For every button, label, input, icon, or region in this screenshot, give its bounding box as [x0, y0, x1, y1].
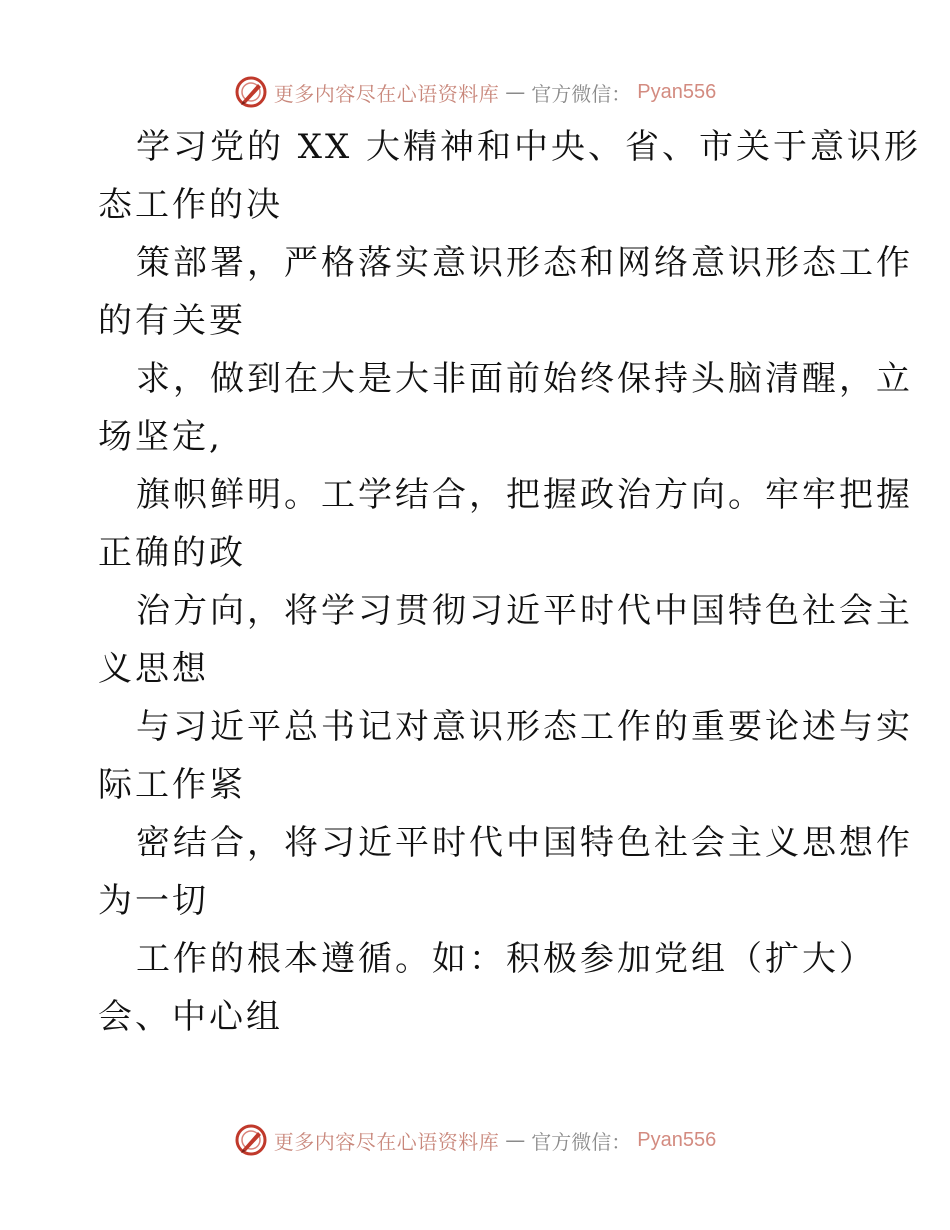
- text-line-2: 态工作的决: [98, 185, 283, 225]
- document-body: [98, 118, 922, 1046]
- text-line-4: 的有关要: [98, 301, 246, 341]
- text-line-8: 正确的政: [98, 533, 246, 573]
- watermark-text: 更多内容尽在心语资料库: [273, 1129, 500, 1154]
- watermark-label: 官方微信：: [531, 81, 632, 106]
- text-line-7: 旗帜鲜明。工学结合，把握政治方向。牢牢把握: [136, 475, 913, 515]
- pen-logo-icon: [234, 1123, 268, 1157]
- watermark-wechat-id: Pyan556: [637, 1128, 717, 1151]
- pen-logo-icon: [234, 75, 268, 109]
- text-line-3: 策部署，严格落实意识形态和网络意识形态工作: [136, 243, 913, 283]
- watermark-text: 更多内容尽在心语资料库: [273, 81, 500, 106]
- header-watermark: [0, 72, 950, 112]
- text-line-12: 际工作紧: [98, 765, 246, 805]
- text-line-11: 与习近平总书记对意识形态工作的重要论述与实: [136, 707, 913, 747]
- footer-watermark: [0, 1120, 950, 1160]
- watermark-dash: —: [505, 1128, 526, 1152]
- text-line-10: 义思想: [98, 649, 209, 689]
- text-line-9: 治方向，将学习贯彻习近平时代中国特色社会主: [136, 591, 913, 631]
- text-line-5: 求，做到在大是大非面前始终保持头脑清醒，立: [136, 359, 913, 399]
- watermark-wechat-id: Pyan556: [637, 80, 717, 103]
- watermark-dash: —: [505, 80, 526, 104]
- text-line-16: 会、中心组: [98, 997, 283, 1037]
- text-line-14: 为一切: [98, 881, 209, 921]
- text-line-13: 密结合，将习近平时代中国特色社会主义思想作: [136, 823, 913, 863]
- text-line-6: 场坚定,: [98, 417, 223, 457]
- text-line-1: 学习党的 XX 大精神和中央、省、市关于意识形: [136, 127, 922, 167]
- text-line-15: 工作的根本遵循。如：积极参加党组（扩大）: [136, 939, 876, 979]
- watermark-label: 官方微信：: [531, 1129, 632, 1154]
